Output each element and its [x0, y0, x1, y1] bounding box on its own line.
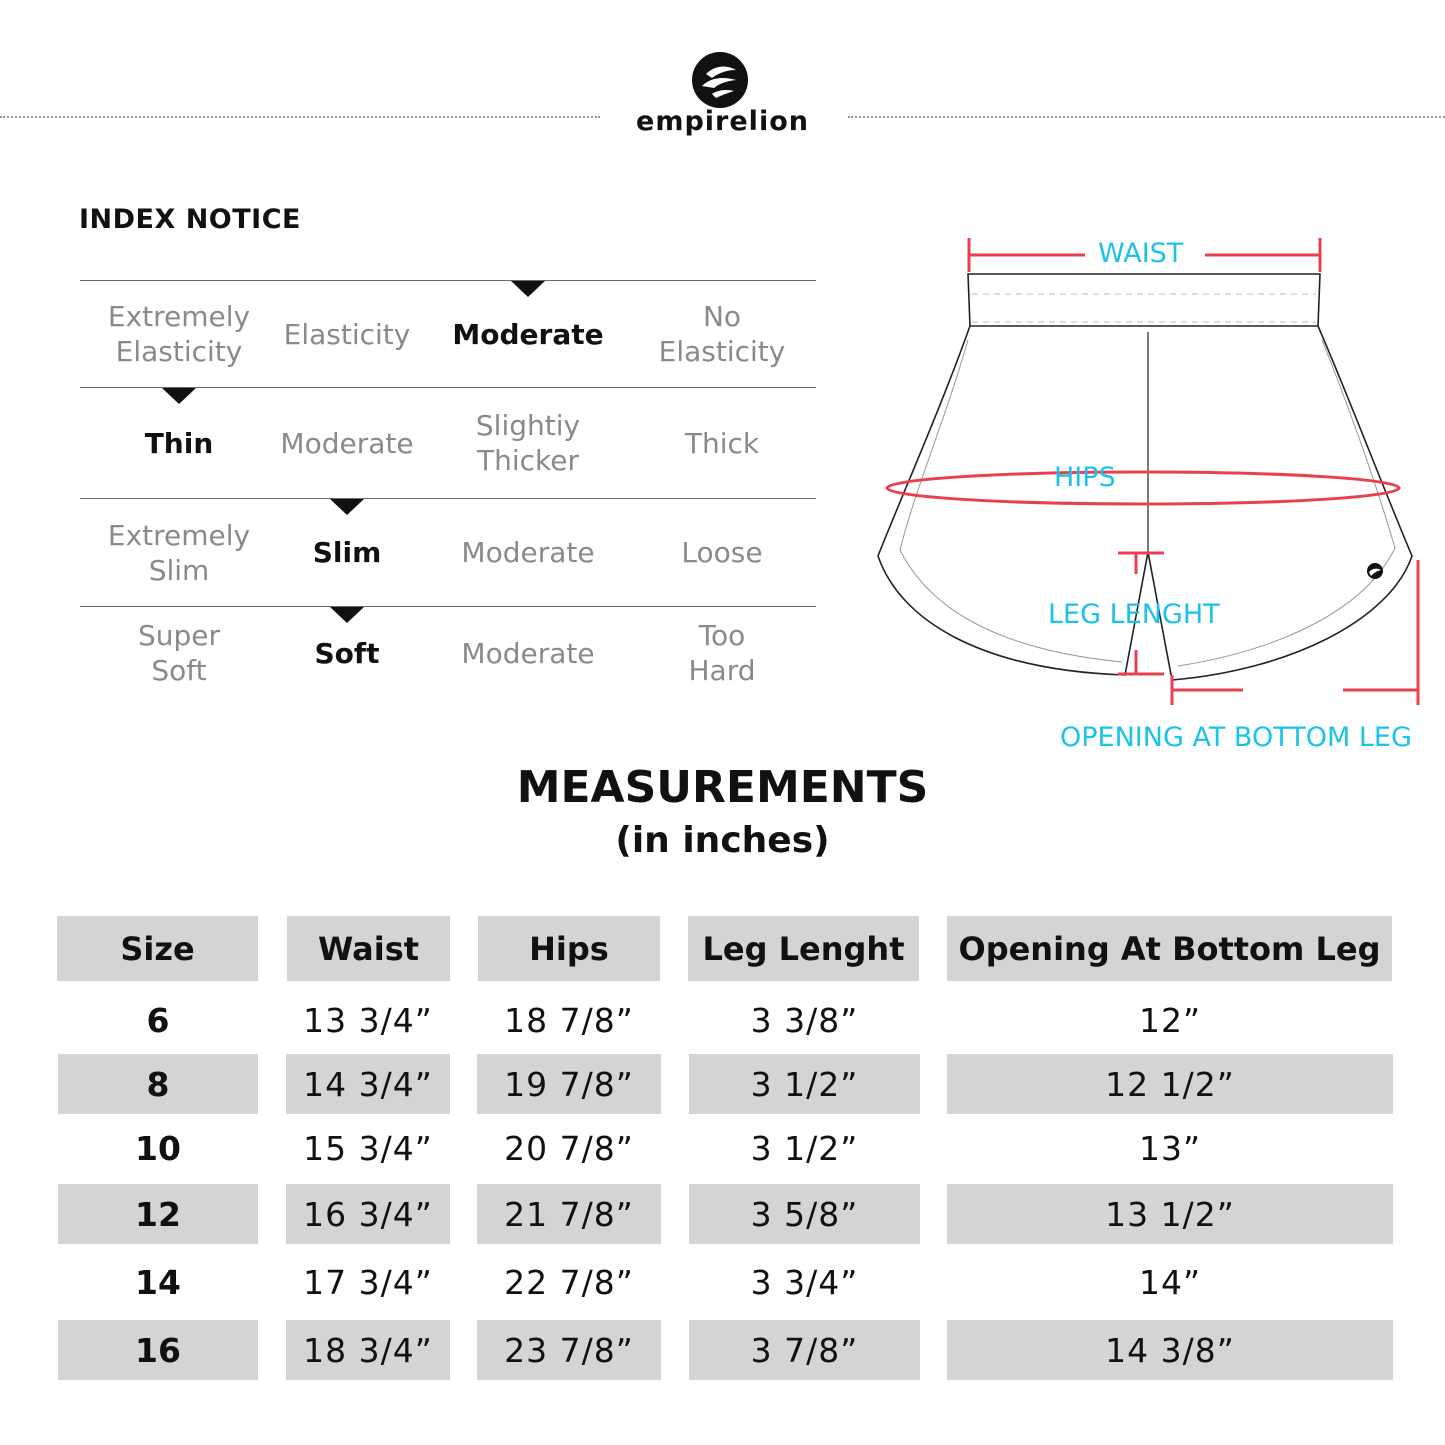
selected-pointer-icon — [511, 281, 545, 297]
table-header-label: Leg Lenght — [702, 929, 905, 968]
table-cell: 23 7/8” — [504, 1330, 634, 1370]
table-header-label: Hips — [529, 929, 609, 968]
table-cell: 13 3/4” — [303, 1000, 433, 1040]
index-option: Extremely Elasticity — [107, 300, 251, 368]
index-option: Loose — [681, 536, 763, 569]
size-cell: 10 — [135, 1128, 181, 1168]
table-cell: 19 7/8” — [504, 1064, 634, 1104]
size-cell: 16 — [135, 1330, 181, 1370]
table-cell: 12 1/2” — [1105, 1064, 1235, 1104]
hips-label: HIPS — [1054, 462, 1116, 493]
brand-logo-wordmark: empirelion — [636, 106, 809, 137]
table-cell: 3 3/8” — [750, 1000, 859, 1040]
table-cell: 3 5/8” — [750, 1194, 859, 1234]
index-option: Thin — [144, 426, 214, 460]
table-cell: 3 1/2” — [750, 1128, 859, 1168]
size-cell: 8 — [146, 1064, 170, 1104]
table-cell: 14” — [1138, 1262, 1202, 1302]
table-cell: 17 3/4” — [303, 1262, 433, 1302]
index-option: Moderate — [461, 636, 595, 670]
table-cell: 16 3/4” — [303, 1194, 433, 1234]
header-divider-right — [848, 116, 1445, 118]
table-header-label: Waist — [317, 929, 420, 968]
index-option: Slim — [312, 536, 382, 569]
size-cell: 14 — [135, 1262, 181, 1302]
index-option: Elasticity — [283, 317, 411, 351]
index-notice-title: INDEX NOTICE — [79, 204, 301, 235]
opening-bottom-leg-label: OPENING AT BOTTOM LEG — [1060, 722, 1412, 753]
table-cell: 3 7/8” — [750, 1330, 859, 1370]
header-divider-left — [0, 116, 600, 118]
index-option: No Elasticity — [658, 300, 786, 368]
table-cell: 13” — [1138, 1128, 1202, 1168]
measurements-subtitle: (in inches) — [615, 820, 830, 861]
index-option: Moderate — [461, 536, 595, 569]
selected-pointer-icon — [330, 499, 364, 515]
index-option: Moderate — [452, 317, 604, 351]
index-option: Moderate — [280, 426, 414, 460]
table-cell: 21 7/8” — [504, 1194, 634, 1234]
table-cell: 20 7/8” — [504, 1128, 634, 1168]
table-header-label: Size — [120, 929, 195, 968]
measurements-title: MEASUREMENTS — [516, 762, 929, 813]
table-cell: 18 7/8” — [504, 1000, 634, 1040]
table-cell: 22 7/8” — [504, 1262, 634, 1302]
table-cell: 13 1/2” — [1105, 1194, 1235, 1234]
index-option: Extremely Slim — [107, 518, 251, 587]
waist-label: WAIST — [1098, 238, 1184, 269]
index-option: Soft — [314, 636, 380, 670]
table-cell: 3 1/2” — [750, 1064, 859, 1104]
lion-head-circle-icon — [690, 50, 750, 110]
leg-length-label: LEG LENGHT — [1048, 599, 1220, 630]
size-cell: 6 — [146, 1000, 170, 1040]
table-cell: 14 3/4” — [303, 1064, 433, 1104]
table-cell: 14 3/8” — [1105, 1330, 1235, 1370]
table-cell: 12” — [1138, 1000, 1202, 1040]
selected-pointer-icon — [330, 607, 364, 623]
index-option: Thick — [684, 426, 760, 460]
index-option: Slightiy Thicker — [475, 409, 581, 477]
selected-pointer-icon — [162, 388, 196, 404]
size-cell: 12 — [135, 1194, 181, 1234]
table-cell: 18 3/4” — [303, 1330, 433, 1370]
table-header-label: Opening At Bottom Leg — [958, 929, 1381, 968]
index-option: Too Hard — [688, 619, 756, 687]
index-option: Super Soft — [137, 619, 221, 687]
table-cell: 3 3/4” — [750, 1262, 859, 1302]
table-cell: 15 3/4” — [303, 1128, 433, 1168]
